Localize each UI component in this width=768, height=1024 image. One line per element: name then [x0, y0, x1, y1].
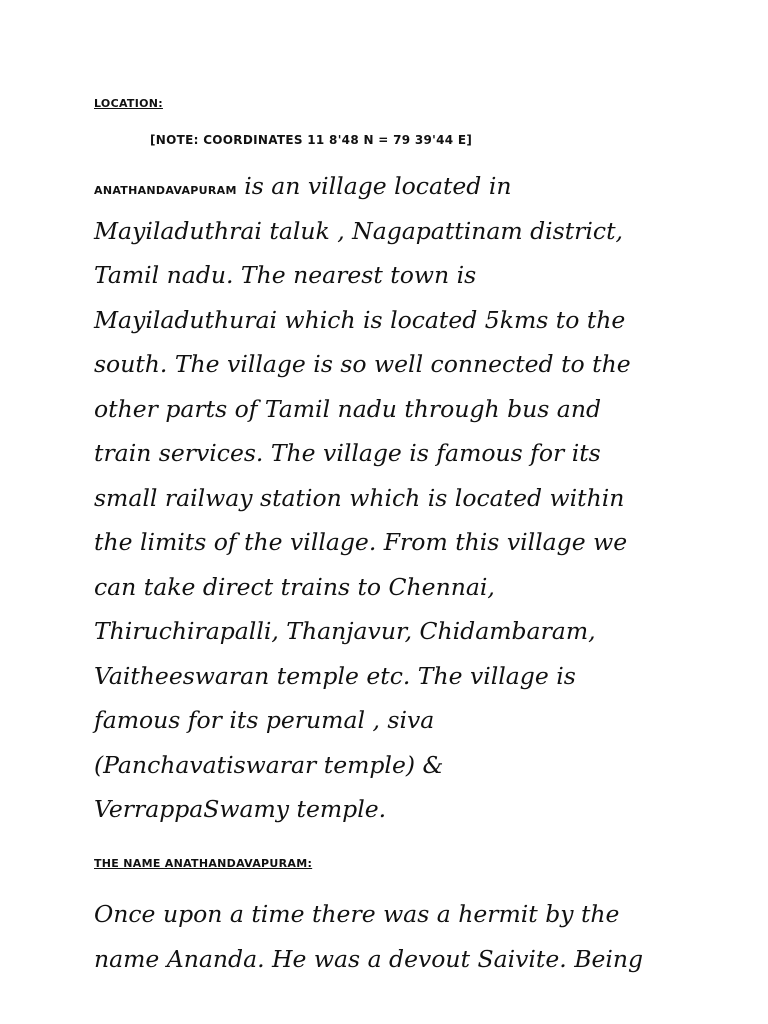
line-text: is an village located in	[244, 172, 512, 200]
story-paragraph	[94, 892, 734, 981]
paragraph-line: other parts of Tamil nadu through bus and	[94, 394, 601, 423]
paragraph-line: Mayiladuthurai which is located 5kms to the	[94, 305, 626, 334]
paragraph-line: Thiruchirapalli, Thanjavur, Chidambaram,	[94, 617, 596, 645]
paragraph-line	[94, 164, 734, 209]
paragraph-line: can take direct trains to Chennai,	[94, 572, 495, 601]
coordinates-note: [NOTE: COORDINATES 11 8'48 N = 79 39'44 E]	[150, 133, 473, 147]
paragraph-line: Tamil nadu. The nearest town is	[94, 261, 477, 289]
paragraph-line: the limits of the village. From this village we	[94, 528, 628, 556]
paragraph-line: VerrappaSwamy temple.	[94, 795, 387, 823]
paragraph-line: (Panchavatiswarar temple) &	[94, 750, 444, 779]
paragraph-line: Mayiladuthrai taluk , Nagapattinam district,	[94, 216, 624, 245]
location-heading: LOCATION:	[94, 97, 163, 110]
paragraph-line: Vaitheeswaran temple etc. The village is	[94, 661, 576, 690]
paragraph-line: south. The village is so well connected to the	[94, 350, 631, 378]
village-name: ANATHANDAVAPURAM	[94, 184, 237, 197]
paragraph-line: small railway station which is located within	[94, 483, 625, 512]
paragraph-line: Once upon a time there was a hermit by the	[94, 900, 620, 928]
paragraph-line: famous for its perumal , siva	[94, 706, 435, 734]
location-paragraph	[94, 164, 734, 832]
paragraph-line: train services. The village is famous for its	[94, 439, 601, 467]
paragraph-line: name Ananda. He was a devout Saivite. Being	[94, 944, 644, 973]
name-heading: THE NAME ANATHANDAVAPURAM:	[94, 857, 313, 870]
